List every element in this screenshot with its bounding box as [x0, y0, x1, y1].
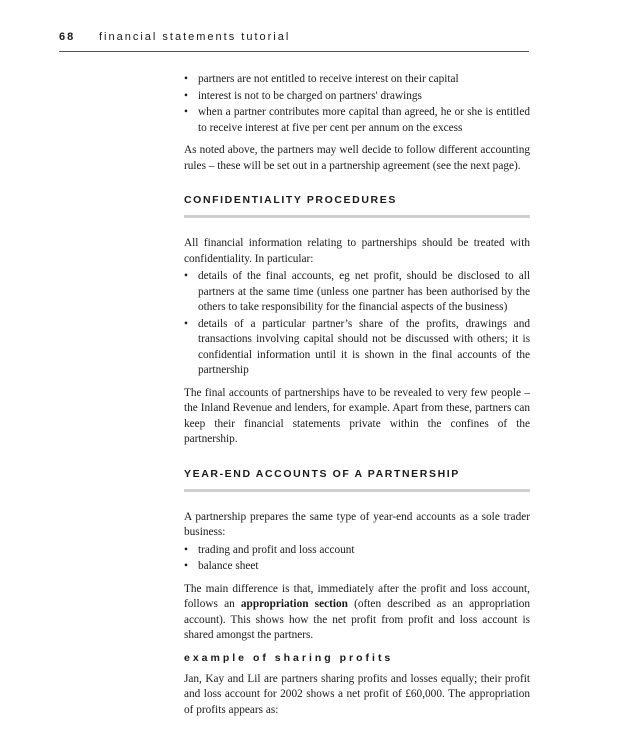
example-paragraph: Jan, Kay and Lil are partners sharing profits and losses equally; their profit and loss account for 2002 shows a net profit of £60,000. The appropriation of profits appears as:: [184, 672, 530, 716]
list-item: • partners are not entitled to receive interest on their capital: [184, 72, 530, 88]
list-item: • details of the final accounts, eg net profit, should be disclosed to all partners at the same time (unless one partner has been authorised by the others to take responsibility for the financial aspects of the business): [184, 269, 530, 316]
year-end-bullet-list: [184, 543, 530, 575]
confidentiality-bullet-list: [184, 269, 530, 379]
confidentiality-closing: The final accounts of partnerships have to be revealed to very few people – the Inland Revenue and lenders, for example. Apart from these, partners can keep their financial statements private within the confines of the partnership.: [184, 386, 530, 445]
intro-paragraph: As noted above, the partners may well decide to follow different accounting rules – these will be set out in a partnership agreement (see the next page).: [184, 144, 530, 172]
confidentiality-paragraph: All financial information relating to partnerships should be treated with confidentiality. In particular:: [184, 237, 530, 265]
main-column: [184, 72, 530, 726]
difference-text-end: (often described as an appropriation account). This shows how the net profit from profit and loss account is shared amongst the partners.: [184, 598, 531, 641]
intro-bullet-list: [184, 72, 530, 136]
list-item: • interest is not to be charged on partners' drawings: [184, 89, 530, 105]
difference-text-start: The main difference is that, immediately after the profit and loss account, follows an: [184, 582, 530, 610]
list-item: • balance sheet: [184, 559, 530, 575]
year-end-paragraph: A partnership prepares the same type of year-end accounts as a sole trader business:: [184, 510, 530, 538]
year-end-difference-paragraph: [184, 582, 530, 644]
running-title: financial statements tutorial: [99, 31, 291, 43]
list-item: • trading and profit and loss account: [184, 543, 530, 559]
section-heading-confidentiality: CONFIDENTIALITY PROCEDURES: [184, 194, 530, 218]
running-header: [59, 29, 529, 52]
list-item: • details of a particular partner’s share of the profits, drawings and transactions involving capital should not be discussed with others; it is confidential information until it is shown in the final accounts of the partnership: [184, 317, 530, 379]
page-number: 68: [59, 31, 76, 43]
subheading-example: example of sharing profits: [184, 651, 394, 664]
section-heading-year-end: YEAR-END ACCOUNTS OF A PARTNERSHIP: [184, 468, 530, 492]
list-item: • when a partner contributes more capital than agreed, he or she is entitled to receive interest at five per cent per annum on the excess: [184, 105, 530, 136]
appropriation-section-term: appropriation section: [240, 598, 348, 610]
